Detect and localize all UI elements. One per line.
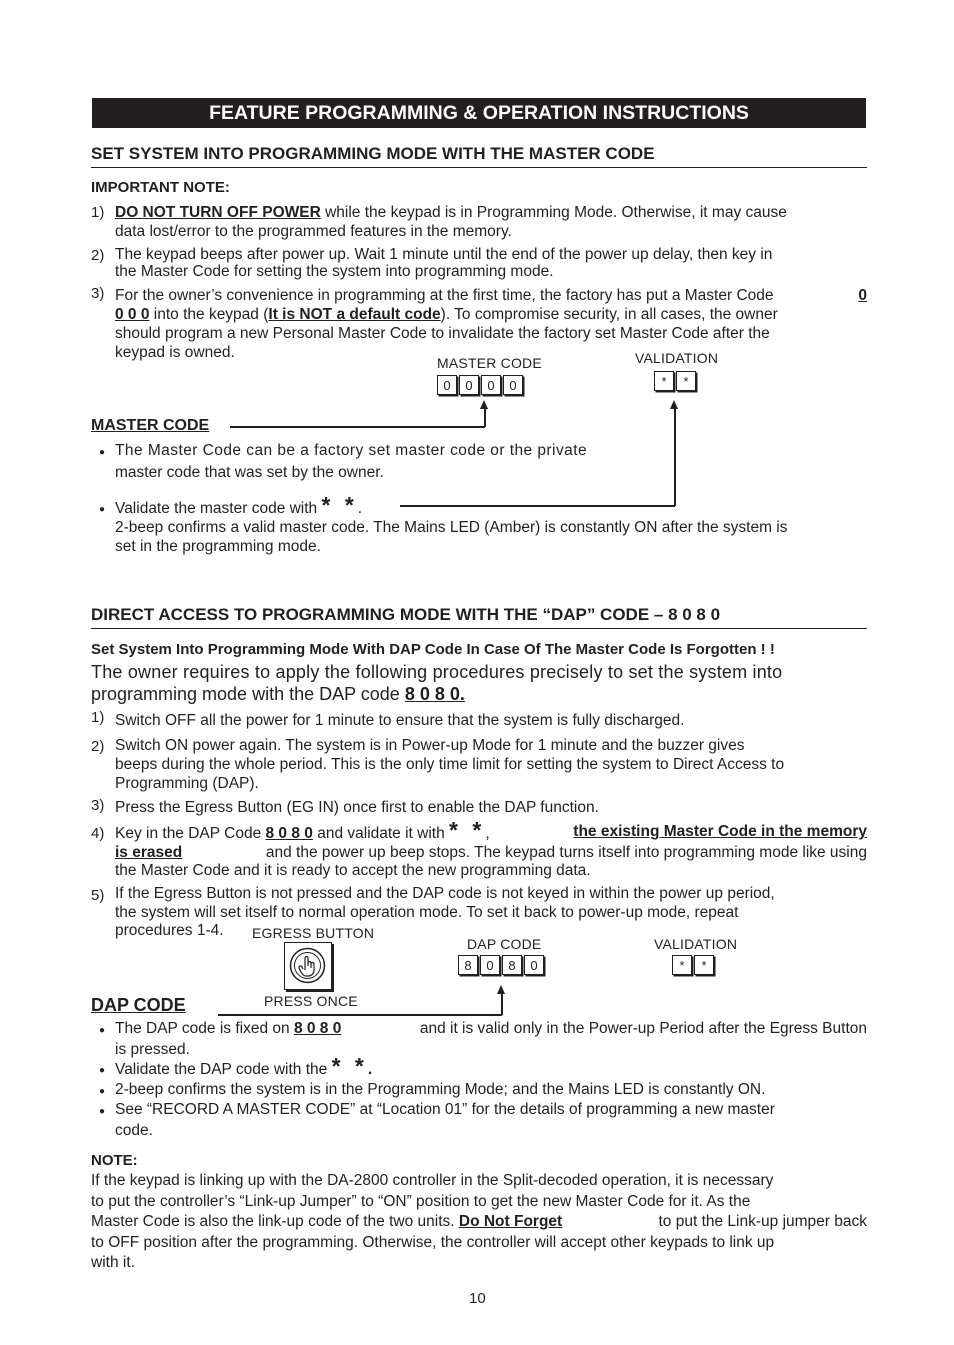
text: master code that was set by the owner. (115, 464, 384, 481)
text: is pressed. (115, 1040, 190, 1058)
key-0: 0 (503, 375, 523, 395)
connector-line (674, 408, 676, 506)
emphasis-text: is erased (115, 843, 183, 861)
step-3: Press the Egress Button (EG IN) once first to enable the DAP function. (115, 799, 599, 816)
text: set in the programming mode. (115, 538, 321, 555)
key-star: * (672, 955, 692, 975)
key-0: 0 (524, 955, 544, 975)
arrow-up-icon (670, 400, 678, 409)
key-0: 0 (437, 375, 457, 395)
text: , (485, 825, 490, 842)
item-number: 2) (91, 738, 105, 755)
text: procedures 1-4. (115, 922, 224, 939)
text: Key in the DAP Code (115, 825, 266, 842)
text: If the keypad is linking up with the DA-2800 controller in the Split-decoded operation, it is necessary (91, 1172, 774, 1189)
bullet-item (115, 1053, 373, 1079)
text: ● See “RECORD A MASTER CODE” at “Location 01” for the details of programming a new master (115, 1101, 775, 1118)
section-heading-master-code: SET SYSTEM INTO PROGRAMMING MODE WITH THE MASTER CODE (91, 144, 867, 168)
text: to put the Link-up jumper back (658, 1213, 867, 1230)
important-item-3 (115, 286, 867, 362)
text: . (357, 500, 363, 517)
text: Programming (DAP). (115, 775, 259, 792)
code-text: 8 0 8 0. (404, 684, 465, 704)
emphasis-text: DO NOT TURN OFF POWER (115, 204, 321, 221)
dap-subheading: Set System Into Programming Mode With DAP Code In Case Of The Master Code Is Forgotten ! ! (91, 641, 775, 658)
text: Switch ON power again. The system is in Power-up Mode for 1 minute and the buzzer gives (115, 737, 745, 754)
text: Master Code is also the link-up code of the two units. (91, 1213, 459, 1230)
key-star: * (654, 371, 674, 391)
text: while the keypad is in Programming Mode. Otherwise, it may cause (320, 204, 787, 221)
validation-keys (654, 371, 696, 391)
bullet-item: ● 2-beep confirms the system is in the Programming Mode; and the Mains LED is constantly ON. (115, 1080, 765, 1099)
text: ). To compromise security, in all cases, the owner (440, 306, 778, 323)
item-number: 4) (91, 825, 105, 842)
section-heading-dap: DIRECT ACCESS TO PROGRAMMING MODE WITH THE “DAP” CODE – 8 0 8 0 (91, 605, 867, 629)
text: and the power up beep stops. The keypad turns itself into programming mode like using (265, 843, 867, 861)
dap-code-figure-label: DAP CODE (467, 936, 542, 952)
code-text: 8 0 8 0 (293, 1020, 342, 1037)
step-5 (115, 885, 867, 941)
validation-figure-label: VALIDATION (654, 936, 738, 952)
text: code. (115, 1121, 153, 1139)
item-number: 5) (91, 887, 105, 904)
bullet-item (115, 492, 867, 556)
text: For the owner’s convenience in programming at the first time, the factory has put a Master Code (115, 287, 774, 304)
asterisk-keys: * * (449, 817, 486, 843)
master-code-keys (437, 375, 523, 395)
key-star: * (694, 955, 714, 975)
page-banner: FEATURE PROGRAMMING & OPERATION INSTRUCTIONS (92, 98, 866, 128)
step-2 (115, 736, 867, 793)
arrow-up-icon (480, 400, 488, 409)
egress-button-icon (284, 942, 332, 990)
dap-code-heading: DAP CODE (91, 995, 186, 1015)
arrow-up-icon (497, 985, 505, 994)
text: into the keypad ( (149, 306, 269, 323)
text: and validate it with (312, 825, 450, 842)
text: the Master Code for setting the system into programming mode. (115, 263, 554, 280)
connector-line (218, 1014, 502, 1016)
connector-line (501, 993, 503, 1015)
step-1: Switch OFF all the power for 1 minute to ensure that the system is fully discharged. (115, 712, 685, 729)
step-4 (115, 817, 867, 881)
note-heading: NOTE: (91, 1152, 138, 1169)
text: ● The Master Code can be a factory set master code or the private (115, 442, 588, 459)
note-body (91, 1171, 867, 1274)
validation-keys (672, 955, 714, 975)
item-number: 2) (91, 247, 105, 264)
item-number: 3) (91, 797, 105, 814)
key-0: 0 (480, 955, 500, 975)
connector-line (484, 408, 486, 427)
key-8: 8 (502, 955, 522, 975)
item-number: 1) (91, 204, 105, 221)
emphasis-text: It is NOT a default code (268, 306, 441, 323)
text: to OFF position after the programming. Otherwise, the controller will accept other keypads to link up (91, 1233, 775, 1251)
key-0: 0 (481, 375, 501, 395)
text: data lost/error to the programmed features in the memory. (115, 223, 512, 240)
master-code-heading: MASTER CODE (91, 417, 210, 434)
code-text: 0 0 0 (115, 306, 150, 323)
asterisk-keys: * * (331, 1053, 368, 1079)
dap-code-keys (458, 955, 544, 975)
text: The DAP code is fixed on (115, 1020, 294, 1037)
important-note-label: IMPORTANT NOTE: (91, 179, 230, 196)
important-item-1 (115, 203, 867, 241)
item-number: 3) (91, 285, 105, 302)
text: . (367, 1061, 373, 1078)
key-8: 8 (458, 955, 478, 975)
text: programming mode with the DAP code (91, 684, 405, 704)
key-0: 0 (459, 375, 479, 395)
text: with it. (91, 1254, 135, 1271)
code-text: 0 (858, 287, 867, 304)
text: beeps during the whole period. This is the only time limit for setting the system to Direct Access to (115, 756, 785, 773)
text: to put the controller’s “Link-up Jumper” to “ON” position to get the new Master Code for it. As the (91, 1192, 751, 1210)
important-item-2 (115, 246, 867, 280)
bullet-item (115, 440, 655, 484)
text: Validate the DAP code with the (115, 1061, 332, 1078)
dap-intro (91, 661, 867, 705)
text: The keypad beeps after power up. Wait 1 minute until the end of the power up delay, then key in (115, 246, 773, 263)
page-number: 10 (469, 1290, 486, 1307)
text: 2-beep confirms a valid master code. The Mains LED (Amber) is constantly ON after the system is (115, 519, 788, 536)
item-number: 1) (91, 709, 105, 726)
text: Validate the master code with (115, 500, 322, 517)
asterisk-keys: * * (321, 492, 358, 518)
text: should program a new Personal Master Code to invalidate the factory set Master Code after the (115, 325, 770, 342)
text: The owner requires to apply the following procedures precisely to set the system into (91, 662, 783, 682)
key-star: * (676, 371, 696, 391)
master-code-figure-label: MASTER CODE (437, 355, 542, 371)
bullet-item (115, 1100, 867, 1141)
text: the system will set itself to normal operation mode. To set it back to power-up mode, repeat (115, 903, 739, 921)
code-text: 8 0 8 0 (265, 825, 313, 842)
text: If the Egress Button is not pressed and the DAP code is not keyed in within the power up period, (115, 885, 775, 902)
emphasis-text: Do Not Forget (458, 1213, 563, 1230)
egress-button-label: EGRESS BUTTON (252, 925, 375, 941)
text: keypad is owned. (115, 344, 235, 361)
press-once-label: PRESS ONCE (264, 993, 358, 1009)
text: and it is valid only in the Power-up Period after the Egress Button (419, 1020, 867, 1037)
text: the Master Code and it is ready to accept the new programming data. (115, 862, 591, 879)
validation-figure-label: VALIDATION (635, 350, 719, 366)
bullet-item (115, 1019, 867, 1060)
hand-press-icon (285, 943, 330, 988)
connector-line (230, 426, 485, 428)
emphasis-text: the existing Master Code in the memory (573, 823, 867, 840)
